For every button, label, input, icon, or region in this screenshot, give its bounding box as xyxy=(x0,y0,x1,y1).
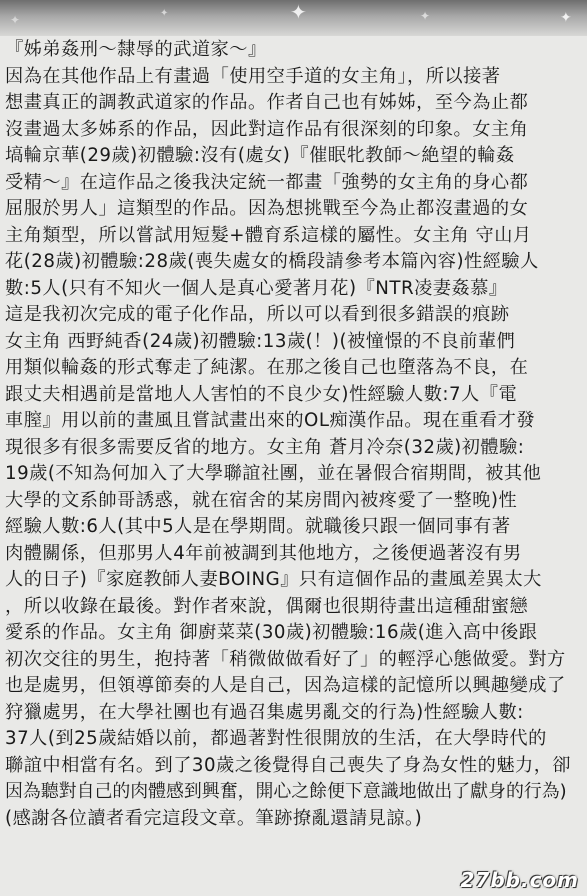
text-line: 愛系的作品。女主角 御廚菜菜(30歲)初體驗:16歲(進入高中後跟 xyxy=(5,622,538,643)
sparkle-icon: ✦ xyxy=(160,8,169,19)
sparkle-icon: ✦ xyxy=(420,9,431,23)
sparkle-icon: ✦ xyxy=(290,0,307,24)
text-line: 大學的文系帥哥誘惑，就在宿舍的某房間內被疼愛了一整晚)性 xyxy=(5,489,518,511)
text-line: (感謝各位讀者看完這段文章。筆跡撩亂還請見諒。) xyxy=(5,807,423,829)
text-line: 因為在其他作品上有畫過「使用空手道的女主角」，所以接著 xyxy=(5,65,501,87)
sparkle-icon: ✦ xyxy=(10,13,21,27)
text-line: 經驗人數:6人(其中5人是在學期間。就職後只跟一個同事有著 xyxy=(5,516,511,537)
text-line: 想畫真正的調教武道家的作品。作者自己也有姊姊，至今為止都 xyxy=(5,92,529,113)
text-line: 肉體關係，但那男人4年前被調到其他地方，之後便過著沒有男 xyxy=(5,542,522,564)
text-line: 沒畫過太多姊系的作品，因此對這作品有很深刻的印象。女主角 xyxy=(5,118,529,140)
text-line: 跟丈夫相遇前是當地人人害怕的不良少女)性經驗人數:7人『電 xyxy=(5,383,518,405)
text-line: 初次交往的男生，抱持著「稍微做做看好了」的輕浮心態做愛。對方 xyxy=(5,648,566,670)
text-line: 塙輪京華(29歲)初體驗:沒有(處女)『催眠牝教師～絶望的輪姦 xyxy=(5,145,515,166)
text-line: 花(28歲)初體驗:28歲(喪失處女的橋段請參考本篇內容)性經驗人 xyxy=(5,251,539,272)
text-line: 受精～』在這作品之後我決定統一都畫「強勢的女主角的身心都 xyxy=(5,171,529,193)
text-line: 37人(到25歲結婚以前，都過著對性很開放的生活，在大學時代的 xyxy=(5,728,547,749)
text-line: 19歲(不知為何加入了大學聯誼社團，並在暑假合宿期間，被其他 xyxy=(5,463,542,484)
text-line: 女主角 西野純香(24歲)初體驗:13歲(！)(被憧憬的不良前輩們 xyxy=(5,330,516,352)
text-line: 用類似輪姦的形式奪走了純潔。在那之後自己也墮落為不良，在 xyxy=(5,357,529,378)
text-line: ，所以收錄在最後。對作者來說，偶爾也很期待畫出這種甜蜜戀 xyxy=(5,595,529,617)
text-line: 屈服於男人」這類型的作品。因為想挑戰至今為止都沒畫過的女 xyxy=(5,198,529,219)
text-line: 聯誼中相當有名。到了30歲之後覺得自己喪失了身為女性的魅力，卻 xyxy=(5,754,572,776)
site-watermark: 27bb.com xyxy=(460,868,579,892)
text-line: 主角類型，所以嘗試用短髮+體育系這樣的屬性。女主角 守山月 xyxy=(5,224,532,246)
text-line: 因為聽對自己的肉體感到興奮，開心之餘便下意識地做出了獻身的行為) xyxy=(5,781,567,802)
text-line: 數:5人(只有不知火一個人是真心愛著月花)『NTR凌妻姦慕』 xyxy=(5,277,508,299)
text-line: 『姊弟姦刑～隸辱的武道家～』 xyxy=(5,39,267,60)
text-line: 也是處男，但領導節奏的人是自己，因為這樣的記憶所以興趣變成了 xyxy=(5,675,566,696)
afterword-text-block xyxy=(5,37,583,832)
text-line: 這是我初次完成的電子化作品，所以可以看到很多錯誤的痕跡 xyxy=(5,304,510,325)
text-line: 人的日子)『家庭教師人妻BOING』只有這個作品的畫風差異太大 xyxy=(5,569,542,590)
text-line: 狩獵處男，在大學社團也有過召集處男亂交的行為)性經驗人數: xyxy=(5,701,524,723)
header-decoration-band xyxy=(0,0,587,36)
sparkle-icon: ✦ xyxy=(560,10,572,26)
text-line: 車膣』用以前的畫風且嘗試畫出來的OL痴漢作品。現在重看才發 xyxy=(5,410,536,431)
text-line: 現很多有很多需要反省的地方。女主角 蒼月冷奈(32歲)初體驗: xyxy=(5,436,525,458)
